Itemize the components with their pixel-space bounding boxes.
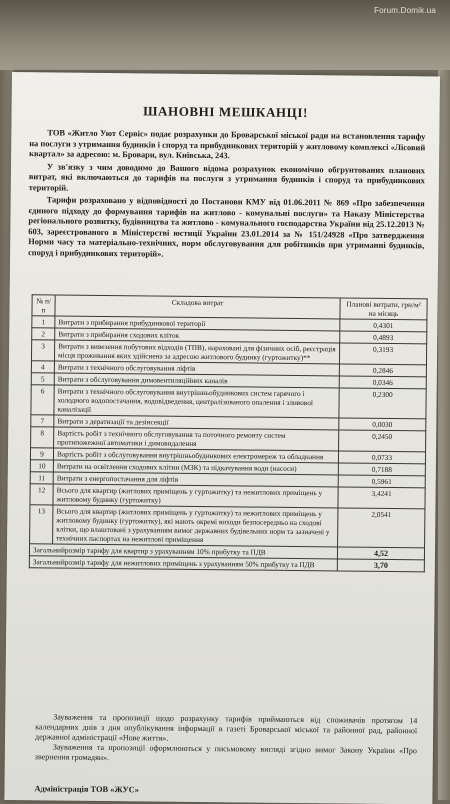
row-value: 0,3193 <box>339 343 426 365</box>
intro-paragraph-1: ТОВ «Житло Уют Сервіс» подає розрахунки до Броварської міської ради на встановлення тарифу на послуги з утримання будинків і споруд та прибудинкових територій у житловому комплексі «Лісовий квартал» за адресою: м. Бровари, вул. Київська, 243. <box>29 128 426 161</box>
table-row <box>31 385 426 419</box>
row-value: 3,4241 <box>338 487 425 509</box>
row-item: Вартість робіт з обслуговування внутрішньобудинкових електромереж та обладнання <box>53 448 338 463</box>
row-value: 0,2300 <box>339 388 426 419</box>
row-item: Витрати з технічного обслуговування ліфтів <box>54 361 339 376</box>
row-num: 13 <box>30 505 53 544</box>
notice-title: ШАНОВНІ МЕШКАНЦІ! <box>143 103 309 121</box>
row-item: Витрати з обслуговування димовентиляційних каналів <box>54 373 339 388</box>
row-item: Витрати на освітлення сходових клітин (МЗК) та підкачування води (насоси) <box>53 460 338 475</box>
row-item: Витрати з енергопостачання для ліфтів <box>53 472 338 487</box>
row-num: 3 <box>31 340 54 361</box>
signature: Адміністрація ТОВ «ЖУС» <box>34 784 139 795</box>
row-num: 1 <box>32 316 55 328</box>
row-item: Витрати з прибирання сходових кліток <box>55 328 340 343</box>
row-num: 8 <box>31 427 54 448</box>
total-label: Загальнийрозмір тарифу для нежитлових приміщень з урахуванням 50% прибутку та ПДВ <box>29 556 337 571</box>
note-paragraph-2: Зауваження та пропозиції оформлюються у письмовому вигляді згідно вимог Закону України «Про звернення громадян». <box>34 742 417 763</box>
row-item: Витрати з вивезення побутових відходів (ТПВ), нараховані для фізичних осіб, реєстрація місця проживання яких здійснена за адресою житлового будинку (гуртожитку)** <box>54 340 339 364</box>
row-num: 9 <box>30 448 53 460</box>
row-num: 5 <box>31 373 54 385</box>
row-value: 0,0346 <box>339 376 426 389</box>
notice-sheet <box>4 72 440 804</box>
note-text <box>35 712 418 766</box>
row-num: 6 <box>31 385 54 415</box>
row-num: 4 <box>31 361 54 373</box>
intro-paragraph-2: У зв'язку з чим доводимо до Вашого відома розрахунок економічно обгрунтованих планових витрат, які включаються до тарифів на послуги з утримання будинків і споруд та прибудинкових територій. <box>28 161 426 193</box>
row-item: Витрати з прибирання прибудинкової території <box>55 316 340 331</box>
row-item: Вартість робіт з технічного обслуговування та поточного ремонту систем протипожежної автоматики і димовидалення <box>54 427 339 451</box>
row-value: 0,4893 <box>340 331 427 344</box>
row-value: 0,0733 <box>338 451 425 464</box>
header-num: № п/п <box>32 295 55 316</box>
row-item: Всього для квартир (житлових приміщень у гуртожитку) та нежитлових приміщень у житловому будинку (гуртожитку) <box>53 484 338 508</box>
row-value: 2,0541 <box>338 508 425 548</box>
total-label: Загальнийрозмір тарифу для квартир з урахуванням 10% прибутку та ПДВ <box>29 544 337 559</box>
tariff-table <box>29 294 428 572</box>
row-num: 2 <box>32 328 55 340</box>
background-right <box>438 70 450 800</box>
intro-paragraph-3: Тарифи розраховано у відповідності до Постанови КМУ від 01.06.2011 № 869 «Про забезпечення єдиного підходу до формування тарифів на житлово - комунальні послуги» та Наказу Міністерства регіонального розвитку, будівництва та житлово - комунального господарства України від 25.12.2013 № 603, зареєстрованого в Міністерстві юстиції України 23.01.2014 за № 151/24928 «Про затвердження Норми часу та матеріально-технічних, норм обслуговування для робітників при утриманні будинків, споруд і прибудинкових територій». <box>28 195 425 259</box>
row-num: 7 <box>31 415 54 427</box>
row-num: 12 <box>30 484 53 505</box>
total-value: 4,52 <box>337 547 424 560</box>
row-value: 0,7188 <box>338 463 425 476</box>
row-value: 0,0030 <box>339 418 426 431</box>
table-body <box>29 316 427 572</box>
row-item: Всього для квартир (житлових приміщень у гуртожитку) та нежитлових приміщень у житловому будинку (гуртожитку), які мають окремі виходи безпосередньо на сходові клітки, що влаштовані з урахуванням вимог державних будівельних норм та зазначені у технічних паспортах на нежитлові приміщення <box>53 505 338 547</box>
header-value: Планові витрати, грн/м² на місяць <box>340 298 427 320</box>
table-row <box>30 505 425 548</box>
note-paragraph-1: Зауваження та пропозиції щодо розрахунку тарифів приймаються від споживачів протягом 14 календарних днів з дня опублікування інформації в газеті Броварської міської та районної рад, районної державної адміністрації «Нове життя». <box>34 712 418 743</box>
row-value: 0,2846 <box>339 364 426 377</box>
row-item: Витрати з дератизації та дезінсекції <box>54 415 339 430</box>
watermark: Forum.Domik.ua <box>374 6 436 15</box>
total-value: 3,70 <box>337 559 424 572</box>
row-value: 0,2450 <box>339 430 426 452</box>
row-value: 0,4301 <box>340 319 427 332</box>
row-value: 0,5961 <box>338 475 425 488</box>
row-num: 11 <box>30 472 53 484</box>
row-num: 10 <box>30 460 53 472</box>
header-item: Складова витрат <box>55 295 340 319</box>
row-item: Витрати з технічного обслуговування внутрішньобудинкових систем гарячого і холодного водопостачання, водовідведення, централізованого опалення і зливової каналізації <box>54 385 339 418</box>
intro-text <box>28 128 425 264</box>
